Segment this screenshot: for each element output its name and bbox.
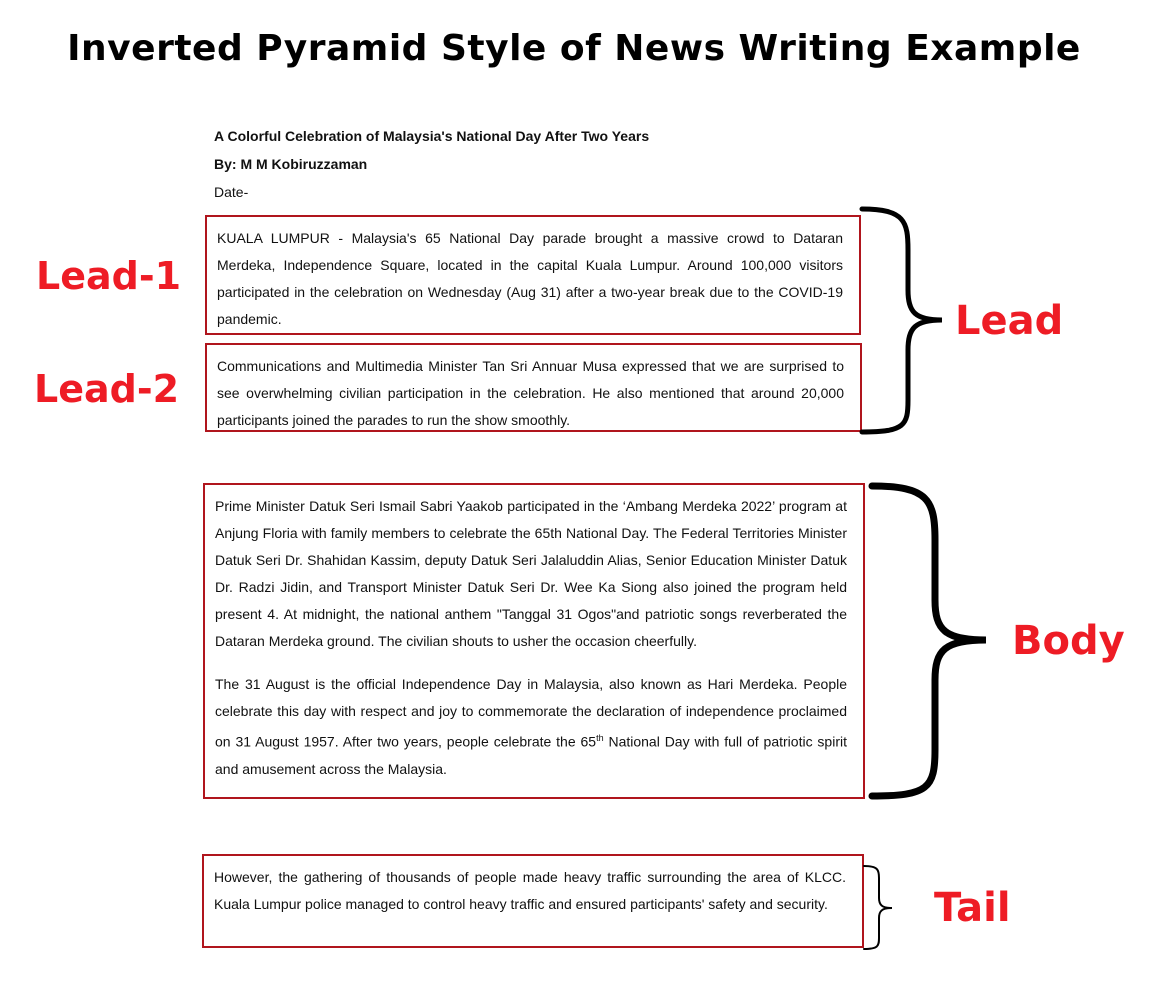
ordinal-suffix: th (596, 733, 604, 743)
article-byline: By: M M Kobiruzzaman (214, 156, 368, 172)
lead-brace-icon (862, 209, 942, 432)
label-lead-2: Lead-2 (34, 367, 180, 411)
label-lead-1: Lead-1 (36, 254, 182, 298)
label-body: Body (1012, 618, 1125, 664)
label-lead: Lead (955, 298, 1064, 344)
body-paragraph-2-start: The 31 August is the official Independence Day in Malaysia, also known as Hari Merdeka. People celebrate this day with respect and joy to commemorate the declaration of independence proclaimed on 31 August 1957. After two years, people celebrate the 65 (215, 676, 847, 750)
body-brace-icon (872, 486, 986, 796)
page-title: Inverted Pyramid Style of News Writing Example (67, 28, 1081, 69)
body-paragraph-1: Prime Minister Datuk Seri Ismail Sabri Yaakob participated in the ‘Ambang Merdeka 2022’ program at Anjung Floria with family members to celebrate the 65th National Day. The Federal Territories Minister Datuk Seri Dr. Shahidan Kassim, deputy Datuk Seri Jalaluddin Alias, Senior Education Minister Datuk Dr. Radzi Jidin, and Transport Minister Datuk Seri Dr. Wee Ka Siong also joined the program held present 4. At midnight, the national anthem "Tanggal 31 Ogos"and patriotic songs reverberated the Dataran Merdeka ground. The civilian shouts to usher the occasion cheerfully. (215, 498, 847, 649)
article-date: Date- (214, 184, 249, 200)
body-paragraph-2-end: National Day with full of patriotic spirit and amusement across the Malaysia. (215, 733, 847, 777)
lead-2-text: Communications and Multimedia Minister Tan Sri Annuar Musa expressed that we are surprised to see overwhelming civilian participation in the celebration. He also mentioned that around 20,000 participants joined the parades to run the show smoothly. (217, 358, 844, 428)
lead-1-text: KUALA LUMPUR - Malaysia's 65 National Day parade brought a massive crowd to Dataran Merdeka, Independence Square, located in the capital Kuala Lumpur. Around 100,000 visitors participated in the celebration on Wednesday (Aug 31) after a two-year break due to the COVID-19 pandemic. (217, 230, 843, 327)
tail-text: However, the gathering of thousands of people made heavy traffic surrounding the area of KLCC. Kuala Lumpur police managed to control heavy traffic and ensured participants' safety and security. (214, 869, 846, 912)
tail-brace-icon (864, 866, 892, 949)
article-headline: A Colorful Celebration of Malaysia's National Day After Two Years (214, 128, 650, 144)
label-tail: Tail (934, 885, 1011, 931)
